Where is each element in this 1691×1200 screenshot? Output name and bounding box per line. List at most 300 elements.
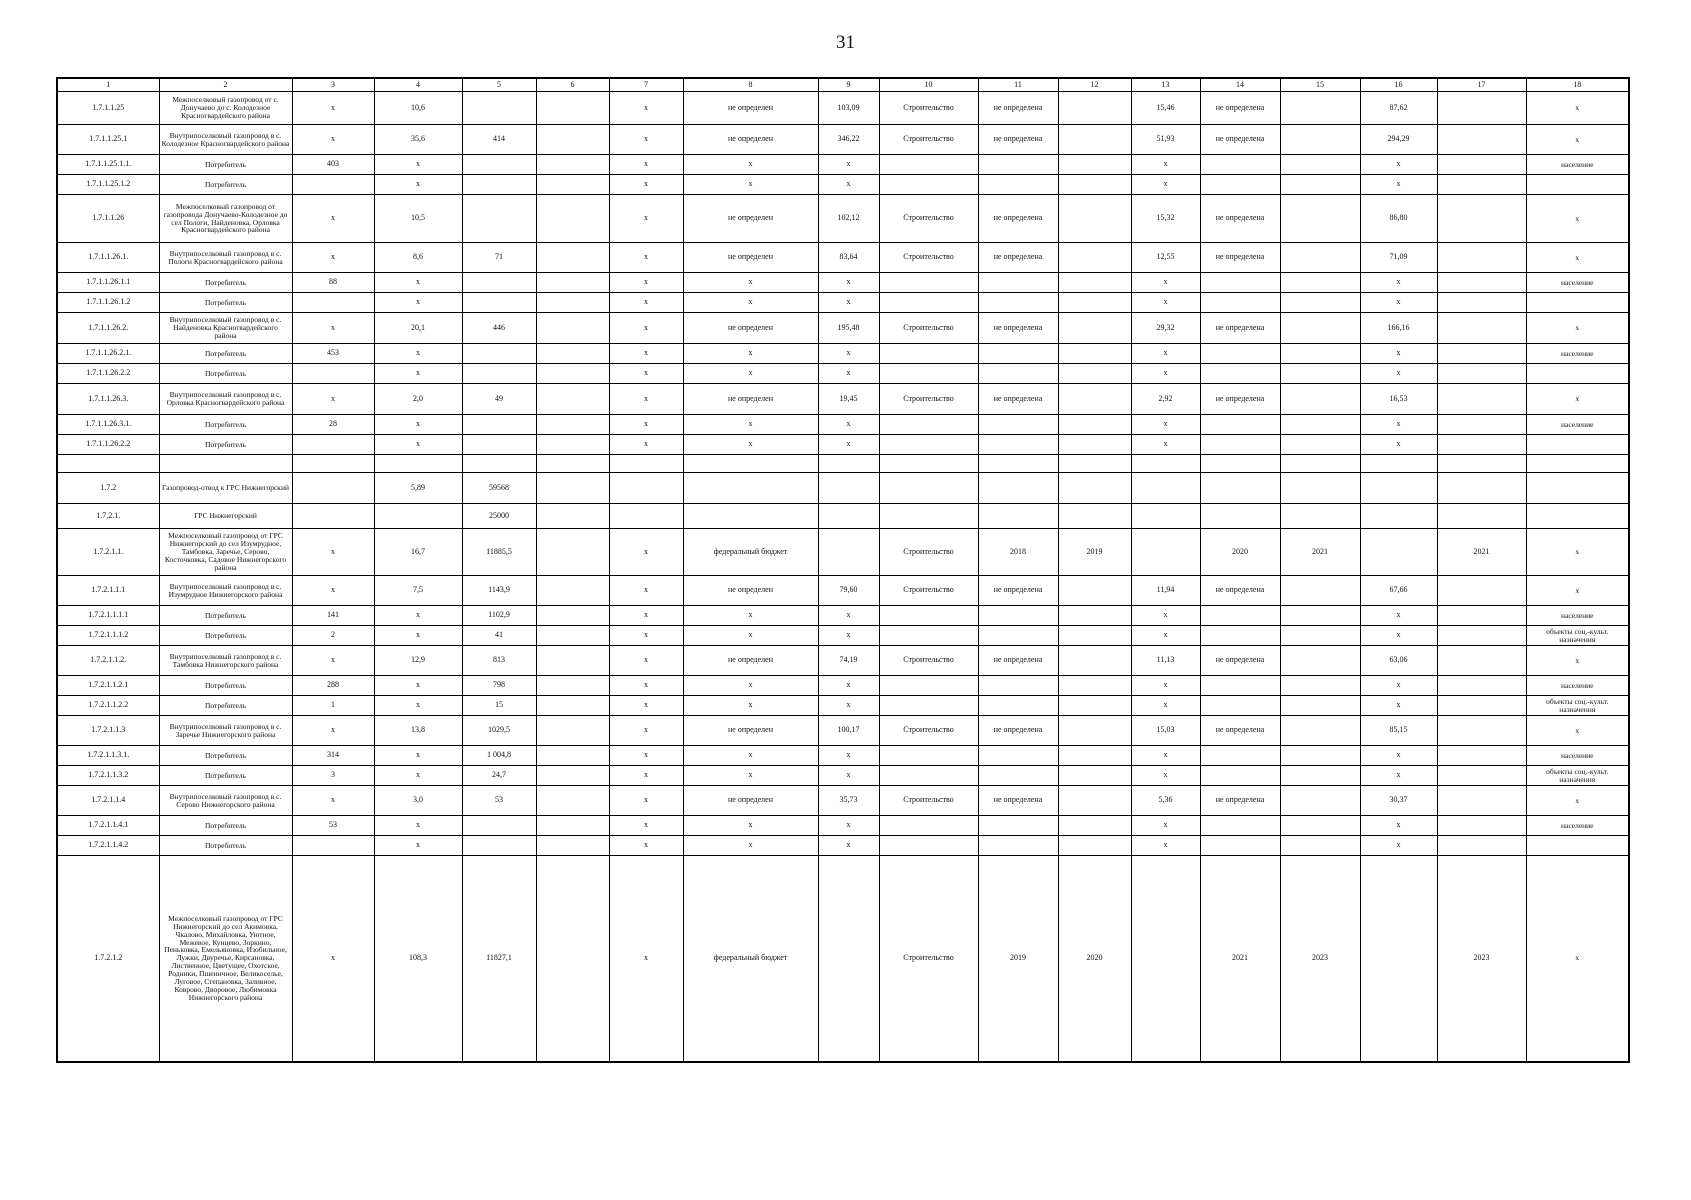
table-cell <box>536 856 609 1062</box>
table-cell <box>536 696 609 716</box>
table-cell: 1.7.2.1.1.3.1. <box>57 746 159 766</box>
header-cell: 1 <box>57 78 159 92</box>
table-cell: х <box>1526 529 1629 576</box>
table-cell <box>292 455 374 473</box>
table-cell: 24,7 <box>462 766 536 786</box>
table-cell: Строительство <box>879 195 978 243</box>
table-cell: Газопровод-отвод к ГРС Нижнегорский <box>159 473 292 504</box>
table-cell: 1.7.1.1.25.1.1. <box>57 155 159 175</box>
table-cell <box>536 816 609 836</box>
header-cell: 2 <box>159 78 292 92</box>
table-row <box>57 195 1629 243</box>
table-cell: х <box>818 155 879 175</box>
table-cell <box>374 504 462 529</box>
table-cell: Потребитель <box>159 606 292 626</box>
table-cell: 11,13 <box>1131 646 1200 676</box>
header-cell: 13 <box>1131 78 1200 92</box>
table-row <box>57 746 1629 766</box>
table-cell: 1029,5 <box>462 716 536 746</box>
table-cell <box>1058 676 1131 696</box>
table-cell <box>1058 195 1131 243</box>
table-cell <box>978 155 1058 175</box>
table-cell <box>536 676 609 696</box>
table-cell <box>1058 435 1131 455</box>
table-row <box>57 816 1629 836</box>
table-cell <box>978 766 1058 786</box>
table-cell <box>462 155 536 175</box>
table-cell: не определена <box>1200 786 1280 816</box>
table-cell: х <box>292 786 374 816</box>
table-cell: х <box>1131 155 1200 175</box>
table-cell: х <box>374 344 462 364</box>
table-cell <box>978 364 1058 384</box>
table-cell <box>1058 273 1131 293</box>
table-cell: х <box>292 716 374 746</box>
table-cell <box>879 455 978 473</box>
table-cell: не определена <box>978 243 1058 273</box>
table-cell <box>1058 293 1131 313</box>
table-cell: 798 <box>462 676 536 696</box>
table-cell: Потребитель <box>159 344 292 364</box>
table-cell <box>978 175 1058 195</box>
table-cell <box>609 504 683 529</box>
table-cell <box>462 344 536 364</box>
table-cell: 71 <box>462 243 536 273</box>
table-cell: х <box>374 155 462 175</box>
table-cell <box>1200 455 1280 473</box>
table-cell <box>1058 504 1131 529</box>
table-cell <box>1058 766 1131 786</box>
table-cell <box>536 716 609 746</box>
table-row <box>57 415 1629 435</box>
table-cell: х <box>1360 696 1437 716</box>
table-cell <box>536 746 609 766</box>
table-cell: х <box>683 766 818 786</box>
table-cell <box>1360 856 1437 1062</box>
table-cell: Потребитель <box>159 273 292 293</box>
table-cell <box>1437 175 1526 195</box>
table-cell: федеральный бюджет <box>683 856 818 1062</box>
table-cell: не определена <box>1200 646 1280 676</box>
table-cell <box>1200 626 1280 646</box>
header-cell: 5 <box>462 78 536 92</box>
table-cell: 41 <box>462 626 536 646</box>
table-cell: х <box>1360 273 1437 293</box>
table-cell: Межпоселковый газопровод от ГРС Нижнегорский до сел Изумрудное, Тамбовка, Заречье, Серово, Косточковка, Садовое Нижнегорского района <box>159 529 292 576</box>
table-cell: 1.7.1.1.26.2.2 <box>57 364 159 384</box>
table-cell: объекты соц.-культ. назначения <box>1526 766 1629 786</box>
table-cell: х <box>1360 155 1437 175</box>
table-cell <box>1280 576 1360 606</box>
table-cell <box>1200 696 1280 716</box>
table-cell <box>1200 606 1280 626</box>
table-cell <box>1437 273 1526 293</box>
table-cell: х <box>292 92 374 125</box>
table-cell: х <box>1131 175 1200 195</box>
table-cell <box>1526 504 1629 529</box>
table-cell <box>1437 195 1526 243</box>
table-cell: не определена <box>1200 313 1280 344</box>
table-cell <box>1058 415 1131 435</box>
table-cell <box>1280 92 1360 125</box>
table-cell <box>879 344 978 364</box>
table-cell: х <box>609 606 683 626</box>
table-cell: 15,03 <box>1131 716 1200 746</box>
table-cell <box>1131 856 1200 1062</box>
table-cell: не определен <box>683 716 818 746</box>
table-cell: 1.7.1.1.26.3.1. <box>57 415 159 435</box>
table-row <box>57 696 1629 716</box>
table-cell <box>879 696 978 716</box>
table-cell: Потребитель <box>159 836 292 856</box>
table-cell <box>1058 816 1131 836</box>
table-cell: х <box>609 364 683 384</box>
table-cell: х <box>818 766 879 786</box>
table-cell: 11885,5 <box>462 529 536 576</box>
table-cell <box>978 473 1058 504</box>
table-cell: 288 <box>292 676 374 696</box>
table-cell: 1143,9 <box>462 576 536 606</box>
table-cell <box>292 435 374 455</box>
table-cell <box>1437 626 1526 646</box>
table-cell: х <box>683 344 818 364</box>
table-cell <box>978 836 1058 856</box>
table-cell: не определена <box>978 716 1058 746</box>
table-cell: 1 004,8 <box>462 746 536 766</box>
table-cell: х <box>374 364 462 384</box>
table-row <box>57 293 1629 313</box>
table-cell <box>536 313 609 344</box>
table-cell <box>462 435 536 455</box>
table-cell <box>1058 364 1131 384</box>
table-cell <box>1200 816 1280 836</box>
table-cell: х <box>374 676 462 696</box>
table-cell: 1.7.1.1.26.1.1 <box>57 273 159 293</box>
table-cell: 1.7.1.1.26.3. <box>57 384 159 415</box>
table-cell: х <box>609 415 683 435</box>
table-cell: х <box>1526 313 1629 344</box>
table-cell: 1.7.1.1.26.2.1. <box>57 344 159 364</box>
table-cell: население <box>1526 155 1629 175</box>
table-cell: х <box>683 155 818 175</box>
table-cell: Строительство <box>879 125 978 155</box>
table-cell: 15,32 <box>1131 195 1200 243</box>
table-cell: не определена <box>1200 243 1280 273</box>
table-cell <box>1526 364 1629 384</box>
table-cell: х <box>818 435 879 455</box>
table-cell <box>1280 646 1360 676</box>
table-cell <box>536 344 609 364</box>
table-cell <box>879 766 978 786</box>
table-row <box>57 273 1629 293</box>
table-cell <box>1200 364 1280 384</box>
table-cell: х <box>1526 243 1629 273</box>
table-cell: Внутрипоселковый газопровод в с. Найденовка Красногвардейского района <box>159 313 292 344</box>
table-cell <box>818 504 879 529</box>
table-cell: 3 <box>292 766 374 786</box>
table-cell: 7,5 <box>374 576 462 606</box>
table-cell <box>1280 273 1360 293</box>
table-cell <box>978 696 1058 716</box>
table-row <box>57 243 1629 273</box>
table-cell: 59568 <box>462 473 536 504</box>
table-cell: 35,73 <box>818 786 879 816</box>
table-cell <box>1280 243 1360 273</box>
table-cell <box>1058 606 1131 626</box>
table-cell <box>1058 155 1131 175</box>
table-cell: х <box>1360 293 1437 313</box>
table-cell: 85,15 <box>1360 716 1437 746</box>
table-cell: 1.7.2.1.1.4.2 <box>57 836 159 856</box>
table-cell <box>978 676 1058 696</box>
table-cell: 11,94 <box>1131 576 1200 606</box>
table-cell <box>462 415 536 435</box>
table-cell: х <box>1526 384 1629 415</box>
table-cell <box>536 646 609 676</box>
table-cell <box>609 473 683 504</box>
table-cell <box>879 435 978 455</box>
table-cell: 29,32 <box>1131 313 1200 344</box>
table-cell: х <box>683 293 818 313</box>
table-cell <box>462 364 536 384</box>
table-cell <box>292 175 374 195</box>
table-cell <box>1280 384 1360 415</box>
table-cell <box>1437 435 1526 455</box>
table-row <box>57 606 1629 626</box>
header-cell: 4 <box>374 78 462 92</box>
table-cell <box>1280 716 1360 746</box>
table-cell <box>1131 529 1200 576</box>
table-cell: х <box>1360 676 1437 696</box>
table-cell: не определен <box>683 195 818 243</box>
table-cell: х <box>1360 435 1437 455</box>
table-cell <box>1200 344 1280 364</box>
table-cell <box>1280 504 1360 529</box>
table-cell: х <box>609 92 683 125</box>
table-cell <box>1280 786 1360 816</box>
table-cell: Внутрипоселковый газопровод в с. Изумрудное Нижнегорского района <box>159 576 292 606</box>
table-cell: х <box>1131 273 1200 293</box>
table-cell: х <box>374 696 462 716</box>
table-cell: 2023 <box>1280 856 1360 1062</box>
table-cell: х <box>683 836 818 856</box>
table-cell <box>978 435 1058 455</box>
table-cell: х <box>683 626 818 646</box>
table-cell: х <box>609 125 683 155</box>
table-cell: 813 <box>462 646 536 676</box>
table-cell: 453 <box>292 344 374 364</box>
table-cell: 1.7.2.1.1.4 <box>57 786 159 816</box>
table-cell <box>1058 473 1131 504</box>
table-cell <box>683 473 818 504</box>
table-cell: 195,48 <box>818 313 879 344</box>
table-cell <box>879 746 978 766</box>
table-cell: 53 <box>462 786 536 816</box>
table-cell <box>1280 836 1360 856</box>
table-cell: х <box>374 273 462 293</box>
table-cell <box>683 455 818 473</box>
header-cell: 6 <box>536 78 609 92</box>
table-cell <box>1058 175 1131 195</box>
table-cell <box>1526 293 1629 313</box>
table-cell: Строительство <box>879 856 978 1062</box>
table-cell <box>536 92 609 125</box>
table-cell <box>1280 435 1360 455</box>
table-cell <box>1280 364 1360 384</box>
table-row <box>57 856 1629 1062</box>
table-cell: 16,53 <box>1360 384 1437 415</box>
header-cell: 17 <box>1437 78 1526 92</box>
data-table <box>56 77 1630 1063</box>
table-row <box>57 455 1629 473</box>
table-cell <box>879 626 978 646</box>
table-cell: Внутрипоселковый газопровод в с. Тамбовка Нижнегорского района <box>159 646 292 676</box>
table-cell <box>536 473 609 504</box>
header-cell: 7 <box>609 78 683 92</box>
table-cell: Строительство <box>879 92 978 125</box>
table-cell: х <box>1360 836 1437 856</box>
table-cell: 1.7.1.1.26 <box>57 195 159 243</box>
table-cell: х <box>683 816 818 836</box>
table-body <box>57 92 1629 1062</box>
table-cell: не определен <box>683 576 818 606</box>
table-cell <box>1437 455 1526 473</box>
table-cell <box>462 195 536 243</box>
table-cell <box>978 455 1058 473</box>
table-cell <box>1058 92 1131 125</box>
table-cell: 71,09 <box>1360 243 1437 273</box>
table-row <box>57 364 1629 384</box>
table-cell: 12,55 <box>1131 243 1200 273</box>
table-cell <box>1280 313 1360 344</box>
table-cell <box>879 155 978 175</box>
table-cell: 1.7.2.1.1. <box>57 529 159 576</box>
table-cell <box>536 606 609 626</box>
table-row <box>57 435 1629 455</box>
table-cell: 10,6 <box>374 92 462 125</box>
table-cell: не определена <box>978 576 1058 606</box>
table-cell: 108,3 <box>374 856 462 1062</box>
table-cell: не определен <box>683 786 818 816</box>
table-cell <box>462 175 536 195</box>
table-cell: х <box>374 435 462 455</box>
table-cell: 11827,1 <box>462 856 536 1062</box>
table-cell: х <box>1131 746 1200 766</box>
table-cell: х <box>292 529 374 576</box>
table-row <box>57 504 1629 529</box>
table-cell <box>536 529 609 576</box>
table-cell: х <box>292 856 374 1062</box>
table-cell: х <box>1360 606 1437 626</box>
table-cell <box>1360 473 1437 504</box>
header-cell: 15 <box>1280 78 1360 92</box>
table-cell: население <box>1526 344 1629 364</box>
table-cell <box>1131 473 1200 504</box>
table-row <box>57 313 1629 344</box>
table-cell: х <box>609 836 683 856</box>
table-row <box>57 646 1629 676</box>
table-cell <box>1280 696 1360 716</box>
table-cell: х <box>609 676 683 696</box>
table-cell: х <box>292 646 374 676</box>
table-cell: не определена <box>978 313 1058 344</box>
table-cell: х <box>1360 415 1437 435</box>
table-cell: х <box>818 676 879 696</box>
table-cell: х <box>818 606 879 626</box>
table-cell <box>536 836 609 856</box>
table-cell <box>1437 504 1526 529</box>
table-cell: х <box>1526 576 1629 606</box>
table-cell: х <box>292 243 374 273</box>
table-cell: 1.7.1.1.25.1.2 <box>57 175 159 195</box>
table-cell: х <box>818 415 879 435</box>
table-cell <box>292 836 374 856</box>
table-cell <box>978 273 1058 293</box>
table-cell <box>1437 696 1526 716</box>
table-cell: 1.7.2.1.1.3.2 <box>57 766 159 786</box>
table-cell: х <box>609 273 683 293</box>
table-row <box>57 384 1629 415</box>
table-cell: 19,45 <box>818 384 879 415</box>
table-cell: х <box>818 273 879 293</box>
table-row <box>57 125 1629 155</box>
table-cell: Межпоселковый газопровод от газопровода Донучаево-Колодезное до сел Пологи, Найденовка, Орловка Красногвардейского района <box>159 195 292 243</box>
table-cell <box>1280 155 1360 175</box>
table-cell: х <box>818 696 879 716</box>
table-cell: 30,37 <box>1360 786 1437 816</box>
table-row <box>57 786 1629 816</box>
table-cell: х <box>374 836 462 856</box>
table-cell: 1.7.2.1.1.4.1 <box>57 816 159 836</box>
table-cell <box>978 626 1058 646</box>
table-cell: 25000 <box>462 504 536 529</box>
table-cell: х <box>609 716 683 746</box>
table-row <box>57 529 1629 576</box>
table-cell <box>536 175 609 195</box>
table-cell <box>1526 836 1629 856</box>
table-cell <box>1200 836 1280 856</box>
table-cell: 1.7.2.1.1.2.1 <box>57 676 159 696</box>
table-cell: 2,92 <box>1131 384 1200 415</box>
table-cell <box>1280 676 1360 696</box>
table-cell <box>818 529 879 576</box>
table-cell <box>1280 746 1360 766</box>
table-cell <box>1280 175 1360 195</box>
table-cell: 1.7.2.1.1.1.2 <box>57 626 159 646</box>
table-cell: 74,19 <box>818 646 879 676</box>
table-cell: 86,80 <box>1360 195 1437 243</box>
page-number: 31 <box>836 32 855 53</box>
table-row <box>57 473 1629 504</box>
table-cell: х <box>1526 195 1629 243</box>
table-cell <box>1058 313 1131 344</box>
table-cell <box>879 676 978 696</box>
table-cell: Потребитель <box>159 364 292 384</box>
table-cell <box>1058 716 1131 746</box>
table-cell <box>536 766 609 786</box>
table-cell <box>1280 415 1360 435</box>
table-cell: 1 <box>292 696 374 716</box>
table-cell <box>1437 766 1526 786</box>
table-cell: 67,66 <box>1360 576 1437 606</box>
table-cell <box>1058 455 1131 473</box>
table-cell: 1.7.2.1.1.3 <box>57 716 159 746</box>
table-cell: 102,12 <box>818 195 879 243</box>
table-cell <box>1058 786 1131 816</box>
table-cell: Внутрипоселковый газопровод в с. Серово Нижнегорского района <box>159 786 292 816</box>
table-cell: 51,93 <box>1131 125 1200 155</box>
table-cell: Потребитель <box>159 415 292 435</box>
